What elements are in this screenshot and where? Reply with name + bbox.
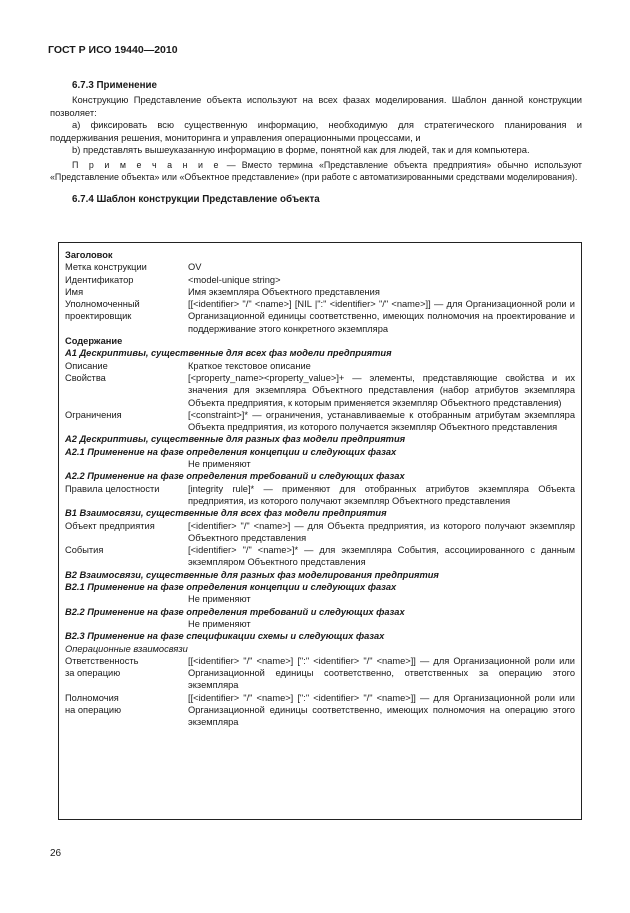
field-label: Свойства	[65, 372, 106, 383]
field-label-line: за операцию	[65, 668, 121, 679]
field-value: [<identifier> "/" <name>] — для Объекта предприятия, из которого получают экземпляр Объектного представления	[188, 520, 575, 543]
row-identifier	[65, 274, 575, 286]
b21-value: Не применяют	[188, 594, 251, 605]
field-label: Уполномоченный проектировщик	[65, 299, 140, 322]
row-authority	[65, 692, 575, 729]
field-value: [<identifier> "/" <name>]* — для экземпляра События, ассоциированного с данным экземпляром Объектного представления	[188, 545, 575, 568]
row-authorized-reviewer	[65, 298, 575, 335]
field-value: Имя экземпляра Объектного представления	[188, 286, 380, 297]
field-label	[65, 692, 188, 729]
field-label: Ограничения	[65, 409, 122, 420]
page-number: 26	[50, 848, 62, 859]
subsection-a22: А2.2 Применение на фазе определения требований и следующих фазах	[65, 471, 405, 482]
row-properties	[65, 372, 575, 409]
field-label: Правила целостности	[65, 483, 160, 494]
field-value: [<constraint>]* — ограничения, устанавливаемые к отобранным атрибутам экземпляра Объекта предприятия, из которого получается экземпляр Объектного представления	[188, 409, 575, 433]
main-content	[50, 80, 582, 206]
field-label	[65, 655, 188, 692]
row-name	[65, 286, 575, 298]
row-enterprise-object	[65, 520, 575, 545]
note-text: — Вместо термина «Представление объекта предприятия» обычно используют «Представление объекта» или «Объектное представление» (при работе с автоматизированными средствами моделирования).	[50, 160, 582, 183]
subsection-b21: В2.1 Применение на фазе определения концепции и следующих фазах	[65, 582, 397, 593]
field-value: Краткое текстовое описание	[188, 360, 311, 371]
field-value: [<property_name><property_value>]+ — элементы, представляющие свойства и их значения для экземпляра Объектного представления (набор атрибутов экземпляра Объекта предприятия, к которым применяется экземпляр Объектного представления)	[188, 372, 575, 408]
subsection-b22: В2.2 Применение на фазе определения требований и следующих фазах	[65, 606, 405, 617]
section-title-674: 6.7.4 Шаблон конструкции Представление объекта	[72, 193, 320, 205]
field-label: Метка конструкции	[65, 262, 147, 273]
field-value: <model-unique string>	[188, 274, 281, 285]
field-label-line: Полномочия	[65, 692, 119, 703]
field-value: [integrity rule]* — применяют для отобранных атрибутов экземпляра Объекта предприятия, из которого получают экземпляр Объектного представления	[188, 483, 575, 506]
b22-value: Не применяют	[188, 618, 251, 629]
subsection-b2: В2 Взаимосвязи, существенные для разных фаз моделирования предприятия	[65, 569, 439, 580]
subsection-b23: В2.3 Применение на фазе спецификации схемы и следующих фазах	[65, 631, 385, 642]
field-label-line: на операцию	[65, 704, 122, 715]
subsection-b1: В1 Взаимосвязи, существенные для всех фаз модели предприятия	[65, 508, 387, 519]
field-label: Идентификатор	[65, 274, 134, 285]
field-value: OV	[188, 262, 202, 273]
subsection-a2: А2 Дескриптивы, существенные для разных фаз модели предприятия	[65, 434, 406, 445]
row-integrity-rules	[65, 483, 575, 508]
field-label: События	[65, 545, 104, 556]
field-label: Объект предприятия	[65, 520, 155, 531]
row-events	[65, 544, 575, 569]
note-label: П р и м е ч а н и е	[72, 160, 221, 171]
section-intro: Конструкцию Представление объекта используют на всех фазах моделирования. Шаблон данной конструкции позволяет:	[50, 94, 582, 118]
field-value: [[<identifier> "/" <name>] [":" <identifier> "/" <name>]] — для Организационной роли или Организационной единицы соответственно, имеющих полномочия на операцию этого экземпляра	[188, 692, 575, 728]
document-header: ГОСТ Р ИСО 19440—2010	[48, 44, 178, 56]
content-heading: Содержание	[65, 336, 123, 347]
list-item-b: b) представлять вышеуказанную информацию в форме, понятной как для людей, так и для компьютера.	[72, 144, 530, 156]
field-label: Имя	[65, 286, 84, 297]
list-item-a: а) фиксировать всю существенную информацию, необходимую для стратегического планирования и поддерживания решения, мониторинга и управления операционными процессами, и	[50, 119, 582, 143]
row-construct-label	[65, 261, 575, 273]
note	[50, 160, 582, 183]
operational-relations-heading: Операционные взаимосвязи	[65, 643, 188, 654]
section-title-673: 6.7.3 Применение	[72, 80, 158, 91]
field-value: [[<identifier> "/" <name>] [":" <identifier> "/" <name>]] — для Организационной роли или Организационной единицы соответственно, ответственных за операцию этого экземпляра	[188, 655, 575, 691]
template-frame	[58, 242, 582, 820]
field-value: [[<identifier> "/" <name>] [NIL |":" <identifier> "/" <name>]] — для Организационной роли и Организационной единицы соответственно, имеющих полномочия на проектирование и поддерживание этого конкретного экземпляра	[188, 299, 575, 334]
field-label: Описание	[65, 360, 108, 371]
row-description	[65, 360, 575, 372]
header-heading: Заголовок	[65, 250, 113, 260]
row-responsibility	[65, 655, 575, 692]
a21-value: Не применяют	[188, 459, 251, 470]
subsection-a21: А2.1 Применение на фазе определения концепции и следующих фазах	[65, 446, 397, 457]
row-constraints	[65, 409, 575, 434]
subsection-a1: А1 Дескриптивы, существенные для всех фаз модели предприятия	[65, 348, 392, 359]
field-label-line: Ответственность	[65, 655, 139, 666]
